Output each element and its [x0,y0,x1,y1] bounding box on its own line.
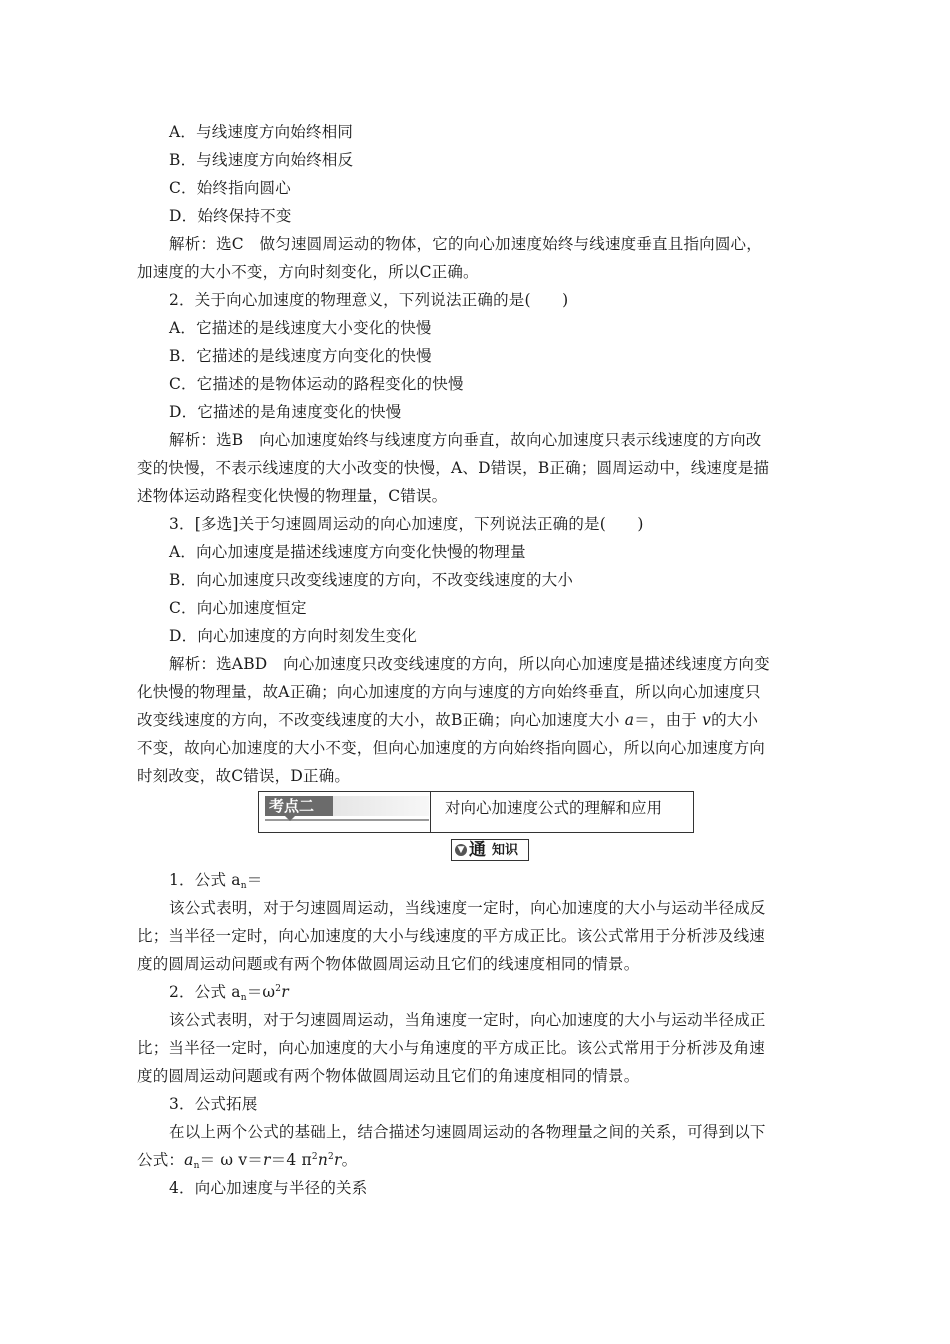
k1-heading-text: 1．公式 a [169,871,241,889]
q3-analysis-line-2: 化快慢的物理量，故A正确；向心加速度的方向与速度的方向始终垂直，所以向心加速度只 [137,683,761,701]
k2-heading-r: r [281,983,289,1001]
k2-heading-sup: 2 [275,984,282,994]
q1-analysis-line-2: 加速度的大小不变，方向时刻变化，所以C正确。 [137,263,479,281]
q3-option-c: C．向心加速度恒定 [169,599,307,617]
q2-analysis-line-3: 述物体运动路程变化快慢的物理量，C错误。 [137,487,448,505]
k2-body-line-2: 比；当半径一定时，向心加速度的大小与角速度的平方成正比。该公式常用于分析涉及角速 [137,1039,766,1057]
q3-option-b: B．向心加速度只改变线速度的方向，不改变线速度的大小 [169,571,574,589]
q1-option-a: A．与线速度方向始终相同 [169,123,354,141]
q2-option-d: D．它描述的是角速度变化的快慢 [169,403,402,421]
q2-option-b: B．它描述的是线速度方向变化的快慢 [169,347,432,365]
velocity-symbol: v [702,711,712,729]
k1-heading [169,870,849,890]
q2-option-c: C．它描述的是物体运动的路程变化的快慢 [169,375,464,393]
q1-option-b: B．与线速度方向始终相反 [169,151,354,169]
k3-formula-prefix: 公式： [137,1151,185,1169]
k1-heading-sub: n [240,881,247,891]
equals-since-text: ＝，由于 [634,711,697,729]
k3-f-omega-v: ＝ ω v＝ [199,1151,264,1169]
k3-f-sub-n: n [193,1161,200,1171]
q2-option-a: A．它描述的是线速度大小变化的快慢 [169,319,432,337]
q3-analysis-line-1: 解析：选ABD 向心加速度只改变线速度的方向，所以向心加速度是描述线速度方向变 [169,655,770,673]
section-tag-notch [285,816,295,821]
k3-f-r2: r [333,1151,342,1169]
k1-body-line-3: 度的圆周运动问题或有两个物体做圆周运动且它们的线速度相同的情景。 [137,955,640,973]
k2-heading-text: 2．公式 a [169,983,241,1001]
badge-big-char: 通 [469,840,486,860]
q1-analysis-line-1: 解析：选C 做匀速圆周运动的物体，它的向心加速度始终与线速度垂直且指向圆心， [169,235,762,253]
q3-analysis-line-5: 时刻改变，故C错误，D正确。 [137,767,351,785]
k1-body-line-2: 比；当半径一定时，向心加速度的大小与线速度的平方成正比。该公式常用于分析涉及线速 [137,927,766,945]
k2-heading [169,982,849,1002]
k3-body-line-1: 在以上两个公式的基础上，结合描述匀速圆周运动的各物理量之间的关系，可得到以下 [169,1123,766,1141]
k3-f-n: n [317,1151,329,1169]
k2-body-line-3: 度的圆周运动问题或有两个物体做圆周运动且它们的角速度相同的情景。 [137,1067,640,1085]
k4-heading: 4．向心加速度与半径的关系 [169,1179,368,1197]
q3-analysis-line-3-text: 改变线速度的方向，不改变线速度的大小，故B正确；向心加速度大小 [137,711,620,729]
section-title: 对向心加速度公式的理解和应用 [445,799,663,817]
magnitude-text: 的大小 [711,711,759,729]
knowledge-badge [451,839,529,861]
k1-body-line-1: 该公式表明，对于匀速圆周运动，当线速度一定时，向心加速度的大小与运动半径成反 [169,899,766,917]
k3-f-a: a [184,1151,194,1169]
k3-f-period: 。 [341,1151,358,1169]
q3-option-d: D．向心加速度的方向时刻发生变化 [169,627,418,645]
q3-analysis-line-3 [137,710,817,730]
k2-heading-sub: n [240,993,247,1003]
k3-f-sup-2b: 2 [328,1152,334,1162]
k2-body-line-1: 该公式表明，对于匀速圆周运动，当角速度一定时，向心加速度的大小与运动半径成正 [169,1011,766,1029]
q2-analysis-line-2: 变的快慢，不表示线速度的大小改变的快慢，A、D错误，B正确；圆周运动中，线速度是描 [137,459,770,477]
q1-option-c: C．始终指向圆心 [169,179,291,197]
k3-f-sup-2a: 2 [311,1152,318,1162]
q2-analysis-line-1: 解析：选B 向心加速度始终与线速度方向垂直，故向心加速度只表示线速度的方向改 [169,431,762,449]
k3-formula-line [137,1150,817,1170]
k1-heading-eq: ＝ [246,871,263,889]
q3-stem: 3．[多选]关于匀速圆周运动的向心加速度，下列说法正确的是( ) [169,515,644,533]
k3-heading: 3．公式拓展 [169,1095,258,1113]
k2-heading-eq: ＝ω [246,983,276,1001]
arrow-down-icon: ▼ [455,844,467,856]
badge-small-text: 知识 [492,843,519,858]
q3-option-a: A．向心加速度是描述线速度方向变化快慢的物理量 [169,543,526,561]
q3-analysis-line-4: 不变，故向心加速度的大小不变，但向心加速度的方向始终指向圆心，所以向心加速度方向 [137,739,766,757]
section-banner [258,791,694,833]
section-tag: 考点二 [265,796,337,816]
section-divider [430,792,431,832]
accel-symbol: a [624,711,635,729]
k3-f-r1: r [263,1151,271,1169]
section-tag-bar [333,796,429,816]
k3-f-four-pi: ＝4 π [270,1151,312,1169]
q1-option-d: D．始终保持不变 [169,207,292,225]
q2-stem: 2．关于向心加速度的物理意义，下列说法正确的是( ) [169,291,569,309]
